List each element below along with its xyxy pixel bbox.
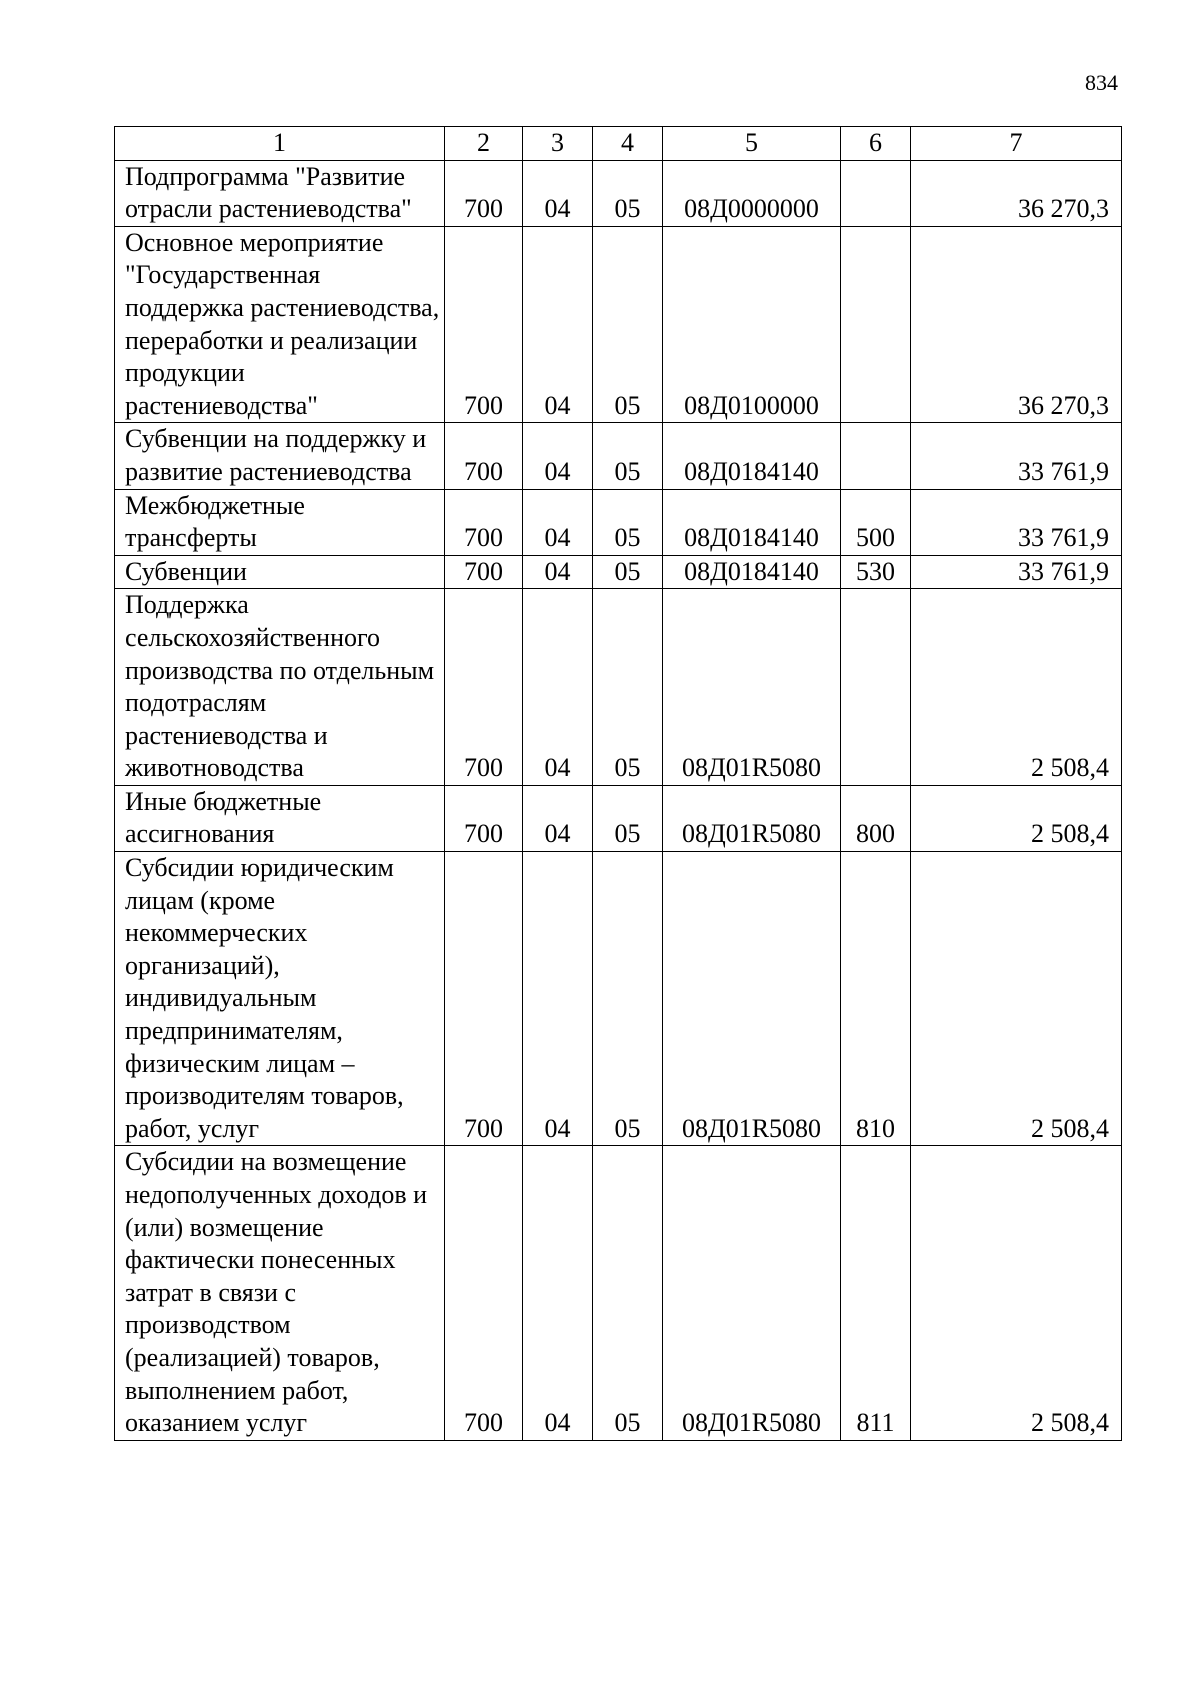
- row-vr: 811: [841, 1146, 911, 1440]
- row-csr: 08Д01R5080: [663, 1146, 841, 1440]
- row-amount: 2 508,4: [911, 785, 1122, 851]
- header-cell: 7: [911, 127, 1122, 161]
- row-pr: 05: [593, 226, 663, 423]
- row-csr: 08Д0000000: [663, 160, 841, 226]
- header-row: [115, 127, 1122, 161]
- row-name: Субсидии на возмещение недополученных доходов и (или) возмещение фактически понесенных затрат в связи с производством (реализацией) товаров, выполнением работ, оказанием услуг: [115, 1146, 445, 1440]
- row-name: Подпрограмма "Развитие отрасли растениеводства": [115, 160, 445, 226]
- row-csr: 08Д0184140: [663, 489, 841, 555]
- row-rz: 04: [523, 423, 593, 489]
- row-rz: 04: [523, 226, 593, 423]
- row-ved: 700: [445, 1146, 523, 1440]
- header-cell: 1: [115, 127, 445, 161]
- row-pr: 05: [593, 489, 663, 555]
- row-ved: 700: [445, 852, 523, 1146]
- row-name: Субсидии юридическим лицам (кроме некоммерческих организаций), индивидуальным предпринимателям, физическим лицам – производителям товаров, работ, услуг: [115, 852, 445, 1146]
- header-cell: 3: [523, 127, 593, 161]
- header-cell: 5: [663, 127, 841, 161]
- row-csr: 08Д01R5080: [663, 852, 841, 1146]
- row-csr: 08Д01R5080: [663, 589, 841, 786]
- row-name: Поддержка сельскохозяйственного производства по отдельным подотраслям растениеводства и животноводства: [115, 589, 445, 786]
- row-pr: 05: [593, 589, 663, 786]
- row-amount: 36 270,3: [911, 160, 1122, 226]
- row-csr: 08Д0100000: [663, 226, 841, 423]
- row-pr: 05: [593, 555, 663, 589]
- row-csr: 08Д0184140: [663, 423, 841, 489]
- header-cell: 6: [841, 127, 911, 161]
- row-csr: 08Д01R5080: [663, 785, 841, 851]
- row-pr: 05: [593, 423, 663, 489]
- table-row: [115, 589, 1122, 786]
- row-amount: 33 761,9: [911, 423, 1122, 489]
- row-vr: 810: [841, 852, 911, 1146]
- row-amount: 2 508,4: [911, 589, 1122, 786]
- row-name: Субвенции на поддержку и развитие растениеводства: [115, 423, 445, 489]
- table-row: [115, 1146, 1122, 1440]
- row-name: Межбюджетные трансферты: [115, 489, 445, 555]
- row-vr: 800: [841, 785, 911, 851]
- row-csr: 08Д0184140: [663, 555, 841, 589]
- row-ved: 700: [445, 555, 523, 589]
- row-ved: 700: [445, 423, 523, 489]
- row-amount: 2 508,4: [911, 1146, 1122, 1440]
- row-rz: 04: [523, 852, 593, 1146]
- row-amount: 33 761,9: [911, 555, 1122, 589]
- header-cell: 2: [445, 127, 523, 161]
- row-vr: [841, 226, 911, 423]
- header-cell: 4: [593, 127, 663, 161]
- table-row: [115, 489, 1122, 555]
- row-amount: 2 508,4: [911, 852, 1122, 1146]
- row-ved: 700: [445, 589, 523, 786]
- table-row: [115, 852, 1122, 1146]
- row-pr: 05: [593, 1146, 663, 1440]
- row-amount: 33 761,9: [911, 489, 1122, 555]
- row-vr: [841, 423, 911, 489]
- table-row: [115, 555, 1122, 589]
- row-rz: 04: [523, 555, 593, 589]
- table-row: [115, 226, 1122, 423]
- row-ved: 700: [445, 160, 523, 226]
- row-vr: 530: [841, 555, 911, 589]
- row-rz: 04: [523, 785, 593, 851]
- row-pr: 05: [593, 160, 663, 226]
- row-ved: 700: [445, 226, 523, 423]
- row-name: Иные бюджетные ассигнования: [115, 785, 445, 851]
- row-vr: 500: [841, 489, 911, 555]
- row-rz: 04: [523, 160, 593, 226]
- budget-table: [114, 126, 1122, 1441]
- row-pr: 05: [593, 852, 663, 1146]
- table-row: [115, 785, 1122, 851]
- row-vr: [841, 589, 911, 786]
- row-ved: 700: [445, 489, 523, 555]
- row-ved: 700: [445, 785, 523, 851]
- row-rz: 04: [523, 489, 593, 555]
- table-row: [115, 423, 1122, 489]
- row-rz: 04: [523, 589, 593, 786]
- row-amount: 36 270,3: [911, 226, 1122, 423]
- table-row: [115, 160, 1122, 226]
- row-name: Основное мероприятие "Государственная поддержка растениеводства, переработки и реализации продукции растениеводства": [115, 226, 445, 423]
- row-vr: [841, 160, 911, 226]
- page-number: 834: [1085, 70, 1118, 95]
- row-pr: 05: [593, 785, 663, 851]
- row-name: Субвенции: [115, 555, 445, 589]
- row-rz: 04: [523, 1146, 593, 1440]
